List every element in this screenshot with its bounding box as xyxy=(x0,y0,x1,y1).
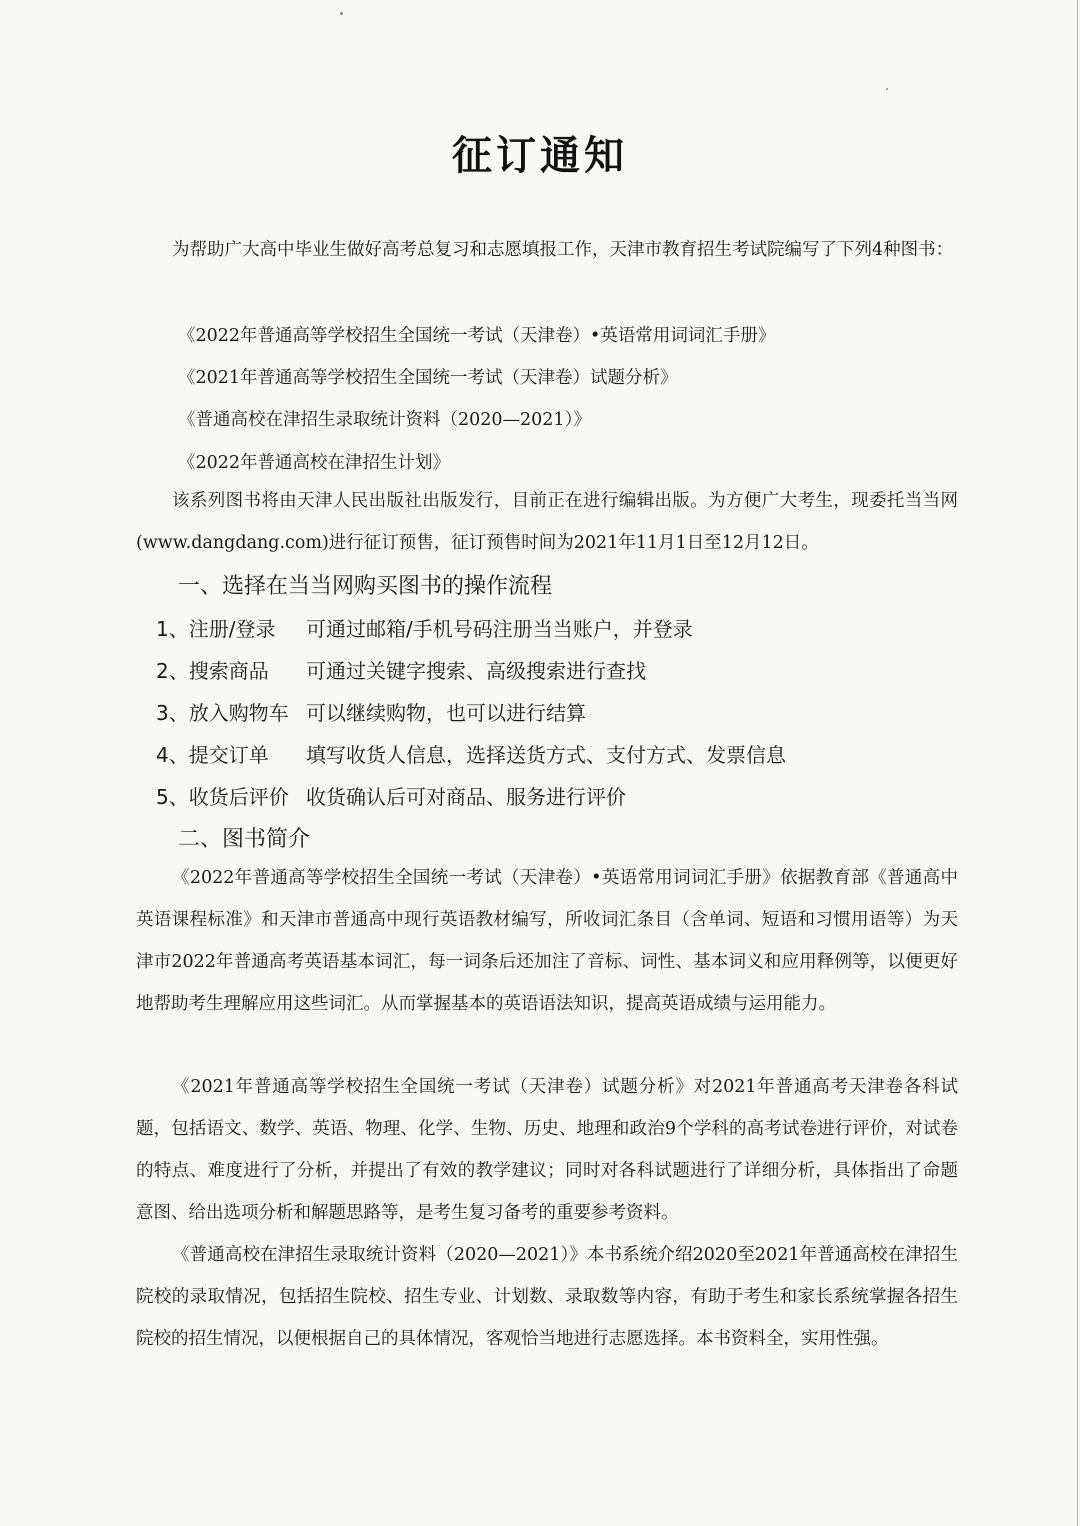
book-title-4: 《2022年普通高校在津招生计划》 xyxy=(178,453,451,473)
book-intro-paragraph-3: 《普通高校在津招生录取统计资料（2020—2021）》本书系统介绍2020至2021年普通高校在津招生院校的录取情况，包括招生院校、招生专业、计划数、录取数等内容，有助于考生和家长系统掌握各招生院校的招生情况，以便根据自己的具体情况，客观恰当地进行志愿选择。本书资料全，实用性强。 xyxy=(136,1245,958,1349)
page-title: 征订通知 xyxy=(452,133,628,179)
book-intro-paragraph-2: 《2021年普通高等学校招生全国统一考试（天津卷）试题分析》对2021年普通高考天津卷各科试题，包括语文、数学、英语、物理、化学、生物、历史、地理和政治9个学科的高考试卷进行评价，对试卷的特点、难度进行了分析，并提出了有效的教学建议；同时对各科试题进行了详细分析，具体指出了命题意图、给出选项分析和解题思路等，是考生复习备考的重要参考资料。 xyxy=(136,1077,958,1223)
flow-step-name: 1、注册/登录 xyxy=(156,617,276,641)
flow-step-4 xyxy=(156,739,786,768)
flow-step-desc: 填写收货人信息，选择送货方式、支付方式、发票信息 xyxy=(306,743,786,767)
scan-speck xyxy=(886,88,888,90)
flow-step-desc: 可通过关键字搜索、高级搜索进行查找 xyxy=(306,659,646,683)
book-intro-paragraph-1: 《2022年普通高等学校招生全国统一考试（天津卷）•英语常用词词汇手册》依据教育部《普通高中英语课程标准》和天津市普通高中现行英语教材编写，所收词汇条目（含单词、短语和习惯用语等）为天津市2022年普通高考英语基本词汇，每一词条后还加注了音标、词性、基本词义和应用释例等，以便更好地帮助考生理解应用这些词汇。从而掌握基本的英语语法知识，提高英语成绩与运用能力。 xyxy=(136,868,958,1014)
flow-step-desc: 可以继续购物，也可以进行结算 xyxy=(306,701,586,725)
book-title-1: 《2022年普通高等学校招生全国统一考试（天津卷）•英语常用词词汇手册》 xyxy=(178,326,776,346)
flow-step-name: 3、放入购物车 xyxy=(156,701,289,725)
book-title-2: 《2021年普通高等学校招生全国统一考试（天津卷）试题分析》 xyxy=(178,368,678,388)
intro-paragraph: 为帮助广大高中毕业生做好高考总复习和志愿填报工作，天津市教育招生考试院编写了下列4种图书： xyxy=(172,240,954,260)
flow-step-desc: 收货确认后可对商品、服务进行评价 xyxy=(306,785,626,809)
flow-step-desc: 可通过邮箱/手机号码注册当当账户，并登录 xyxy=(306,617,693,641)
book-title-3: 《普通高校在津招生录取统计资料（2020—2021）》 xyxy=(178,410,591,430)
scan-edge-line xyxy=(1077,0,1078,1526)
publish-note-paragraph: 该系列图书将由天津人民出版社出版发行，目前正在进行编辑出版。为方便广大考生，现委托当当网(www.dangdang.com)进行征订预售，征订预售时间为2021年11月1日至12月12日。 xyxy=(136,491,958,553)
scan-speck xyxy=(340,12,343,15)
section-heading-purchase-flow: 一、选择在当当网购买图书的操作流程 xyxy=(178,574,553,599)
flow-step-name: 5、收货后评价 xyxy=(156,785,289,809)
flow-step-2 xyxy=(156,655,646,684)
flow-step-name: 2、搜索商品 xyxy=(156,659,269,683)
flow-step-name: 4、提交订单 xyxy=(156,743,269,767)
flow-step-5 xyxy=(156,781,626,810)
flow-step-3 xyxy=(156,697,586,726)
section-heading-book-intro: 二、图书简介 xyxy=(178,827,311,852)
flow-step-1 xyxy=(156,613,693,642)
